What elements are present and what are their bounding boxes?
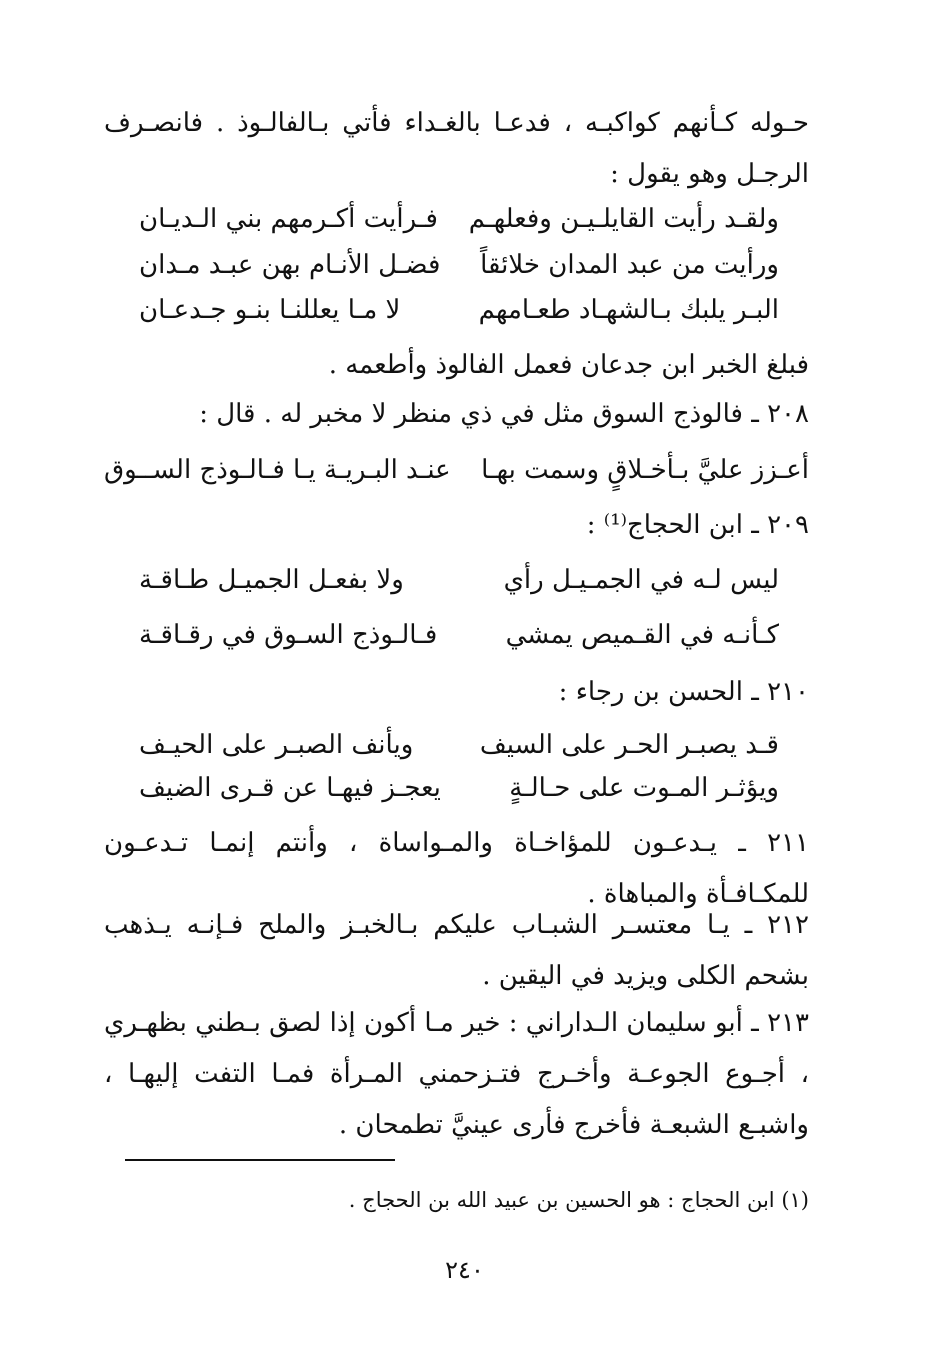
page-number: ٢٤٠ (445, 1256, 484, 1284)
verse-second-hemistich: عنـد البـريـة يـا فـالـوذج الســوق (104, 455, 451, 485)
verse-second-hemistich: ويأنف الصبـر على الحيـف (139, 730, 414, 760)
verse-second-hemistich: فضـل الأنـام بهن عبـد مـدان (139, 250, 441, 280)
verse-second-hemistich: فـالـوذج السـوق في رقـاقـة (139, 620, 438, 650)
verse-line (139, 245, 779, 285)
verse-first-hemistich: ليس لـه في الجمـيـل رأي (503, 565, 779, 595)
verse-first-hemistich: كـأنـه في القـميص يمشي (505, 620, 779, 650)
verse-first-hemistich: أعـزز عليَّ بـأخـلاقٍ وسمت بهـا (481, 455, 809, 485)
prose-line: فبلغ الخبر ابن جدعان فعمل الفالوذ وأطعمه . (328, 350, 809, 380)
verse-line (139, 768, 779, 808)
verse-first-hemistich: ويؤثـر المـوت على حـالـةٍ (509, 773, 779, 803)
verse-line (139, 560, 779, 600)
entry-208: ٢٠٨ ـ فالوذج السوق مثل في ذي منظر لا مخبر له . قال : (199, 399, 809, 429)
verse-line (139, 615, 779, 655)
entry-212: ٢١٢ ـ يـا معتسـر الشبـاب عليكم بـالخبـز والملح فـإنـه يـذهب بشحم الكلى ويزيد في اليقين . (104, 910, 809, 991)
entry-213: ٢١٣ ـ أبو سليمان الـداراني : خير مـا أكون إذا لصق بـطني بظهـري ، أجـوع الجوعـة وأخـرج فتـزحمني المـرأة فمـا التفت إليهـا ، واشبـع الشبعـة فأخرج فأرى عينيَّ تطمحان . (104, 1008, 809, 1140)
verse-second-hemistich: ولا بفعـل الجميـل طـاقـة (139, 565, 404, 595)
verse-line (104, 450, 809, 490)
intro-paragraph: حـوله كـأنهم كواكبـه ، فدعـا بالغـداء فأتي بـالفالـوذ . فانصـرف الرجـل وهو يقول : (104, 108, 809, 189)
verse-second-hemistich: يعجـز فيهـا عن قـرى الضيف (139, 773, 441, 803)
verse-line (139, 290, 779, 330)
verse-second-hemistich: فـرأيت أكـرمهم بني الـديـان (139, 204, 438, 234)
entry-210: ٢١٠ ـ الحسن بن رجاء : (558, 677, 809, 707)
entry-211: ٢١١ ـ يـدعـون للمؤاخـاة والمـواساة ، وأنتم إنمـا تـدعـون للمكـافـأة والمباهاة . (104, 828, 809, 909)
verse-line (139, 725, 779, 765)
footnote-divider (125, 1159, 395, 1161)
verse-first-hemistich: قـد يصبـر الحـر على السيف (479, 730, 779, 760)
verse-first-hemistich: ولقـد رأيت القايلـيـن وفعلهـم (468, 204, 779, 234)
entry-209: ٢٠٩ ـ ابن الحجاج⁽¹⁾ : (586, 510, 809, 540)
verse-first-hemistich: البـر يلبك بـالشهـاد طعـامهم (478, 295, 779, 325)
verse-second-hemistich: لا مـا يعللنـا بنـو جـدعـان (139, 295, 401, 325)
footnote: (١) ابن الحجاج : هو الحسين بن عبيد الله بن الحجاج . (348, 1188, 809, 1212)
verse-first-hemistich: ورأيت من عبد المدان خلائقاً (480, 250, 779, 280)
verse-line (139, 199, 779, 239)
